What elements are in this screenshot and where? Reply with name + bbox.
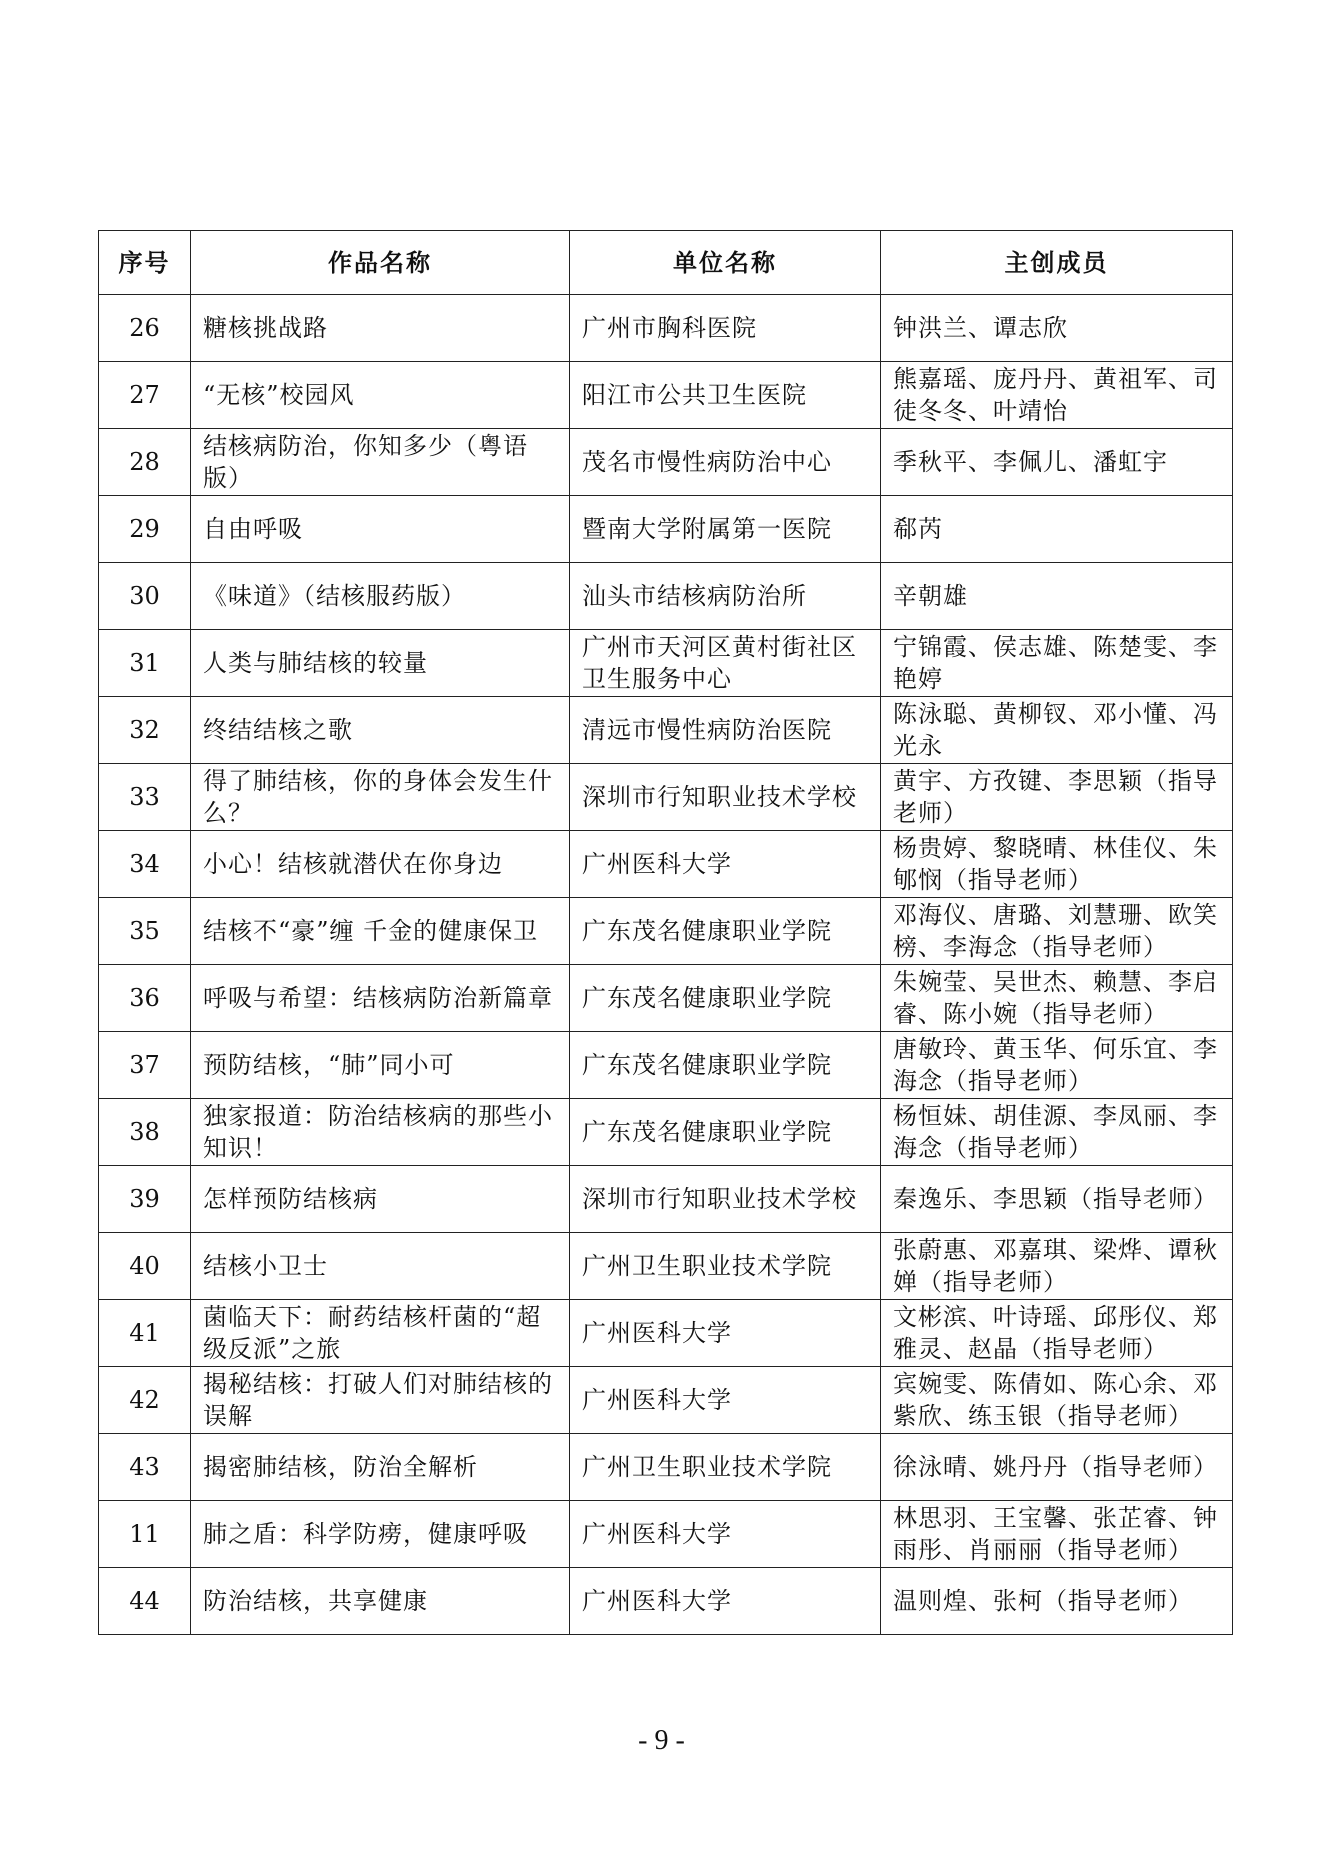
cell-creators: 徐泳晴、姚丹丹（指导老师） [881, 1434, 1233, 1501]
cell-work-title: 人类与肺结核的较量 [191, 630, 570, 697]
works-table [98, 230, 1233, 1635]
cell-serial-number: 32 [99, 697, 191, 764]
cell-creators: 朱婉莹、吴世杰、赖慧、李启睿、陈小婉（指导老师） [881, 965, 1233, 1032]
cell-work-title: 自由呼吸 [191, 496, 570, 563]
cell-serial-number: 37 [99, 1032, 191, 1099]
table-row [99, 295, 1233, 362]
cell-serial-number: 35 [99, 898, 191, 965]
table-header [99, 231, 1233, 295]
cell-creators: 林思羽、王宝馨、张芷睿、钟雨彤、肖丽丽（指导老师） [881, 1501, 1233, 1568]
table-row [99, 630, 1233, 697]
table-body [99, 295, 1233, 1635]
cell-unit-name: 广州医科大学 [570, 1367, 881, 1434]
cell-unit-name: 广州医科大学 [570, 831, 881, 898]
table-row [99, 1166, 1233, 1233]
table-row [99, 697, 1233, 764]
table-row [99, 1568, 1233, 1635]
cell-creators: 秦逸乐、李思颖（指导老师） [881, 1166, 1233, 1233]
cell-unit-name: 广州卫生职业技术学院 [570, 1434, 881, 1501]
cell-work-title: 结核不“豪”缠 千金的健康保卫 [191, 898, 570, 965]
cell-work-title: 怎样预防结核病 [191, 1166, 570, 1233]
cell-creators: 熊嘉瑶、庞丹丹、黄祖军、司徒冬冬、叶靖怡 [881, 362, 1233, 429]
cell-serial-number: 41 [99, 1300, 191, 1367]
header-serial-number: 序号 [99, 231, 191, 295]
cell-unit-name: 广东茂名健康职业学院 [570, 965, 881, 1032]
cell-unit-name: 广州医科大学 [570, 1501, 881, 1568]
cell-work-title: 独家报道：防治结核病的那些小知识！ [191, 1099, 570, 1166]
table-row [99, 1300, 1233, 1367]
cell-unit-name: 暨南大学附属第一医院 [570, 496, 881, 563]
table-row [99, 965, 1233, 1032]
cell-unit-name: 深圳市行知职业技术学校 [570, 764, 881, 831]
cell-serial-number: 36 [99, 965, 191, 1032]
cell-unit-name: 清远市慢性病防治医院 [570, 697, 881, 764]
table-row [99, 1367, 1233, 1434]
cell-serial-number: 34 [99, 831, 191, 898]
header-creators: 主创成员 [881, 231, 1233, 295]
cell-work-title: 小心！结核就潜伏在你身边 [191, 831, 570, 898]
cell-unit-name: 广州市胸科医院 [570, 295, 881, 362]
cell-creators: 钟洪兰、谭志欣 [881, 295, 1233, 362]
cell-unit-name: 阳江市公共卫生医院 [570, 362, 881, 429]
table-row [99, 1434, 1233, 1501]
cell-work-title: 结核病防治，你知多少（粤语版） [191, 429, 570, 496]
table-row [99, 764, 1233, 831]
cell-unit-name: 茂名市慢性病防治中心 [570, 429, 881, 496]
cell-creators: 陈泳聪、黄柳钗、邓小懂、冯光永 [881, 697, 1233, 764]
cell-unit-name: 广州市天河区黄村街社区卫生服务中心 [570, 630, 881, 697]
cell-serial-number: 29 [99, 496, 191, 563]
cell-unit-name: 广州医科大学 [570, 1568, 881, 1635]
table-row [99, 496, 1233, 563]
table-row [99, 1099, 1233, 1166]
cell-serial-number: 28 [99, 429, 191, 496]
cell-serial-number: 31 [99, 630, 191, 697]
cell-work-title: “无核”校园风 [191, 362, 570, 429]
cell-creators: 杨贵婷、黎晓晴、林佳仪、朱郇悯（指导老师） [881, 831, 1233, 898]
cell-serial-number: 39 [99, 1166, 191, 1233]
cell-unit-name: 广州卫生职业技术学院 [570, 1233, 881, 1300]
cell-serial-number: 38 [99, 1099, 191, 1166]
cell-serial-number: 30 [99, 563, 191, 630]
cell-work-title: 揭密肺结核，防治全解析 [191, 1434, 570, 1501]
cell-serial-number: 33 [99, 764, 191, 831]
cell-work-title: 糖核挑战路 [191, 295, 570, 362]
table-row [99, 898, 1233, 965]
cell-unit-name: 广州医科大学 [570, 1300, 881, 1367]
cell-creators: 宁锦霞、侯志雄、陈楚雯、李艳婷 [881, 630, 1233, 697]
table-row [99, 1501, 1233, 1568]
cell-unit-name: 深圳市行知职业技术学校 [570, 1166, 881, 1233]
cell-work-title: 得了肺结核，你的身体会发生什么？ [191, 764, 570, 831]
cell-serial-number: 27 [99, 362, 191, 429]
cell-serial-number: 42 [99, 1367, 191, 1434]
cell-serial-number: 43 [99, 1434, 191, 1501]
table-row [99, 831, 1233, 898]
table-row [99, 429, 1233, 496]
cell-unit-name: 广东茂名健康职业学院 [570, 898, 881, 965]
table-row [99, 1233, 1233, 1300]
cell-work-title: 预防结核，“肺”同小可 [191, 1032, 570, 1099]
cell-serial-number: 44 [99, 1568, 191, 1635]
cell-serial-number: 11 [99, 1501, 191, 1568]
table-row [99, 362, 1233, 429]
cell-unit-name: 广东茂名健康职业学院 [570, 1099, 881, 1166]
header-work-title: 作品名称 [191, 231, 570, 295]
cell-unit-name: 广东茂名健康职业学院 [570, 1032, 881, 1099]
cell-creators: 文彬滨、叶诗瑶、邱彤仪、郑雅灵、赵晶（指导老师） [881, 1300, 1233, 1367]
header-unit-name: 单位名称 [570, 231, 881, 295]
cell-creators: 杨恒妹、胡佳源、李凤丽、李海念（指导老师） [881, 1099, 1233, 1166]
cell-work-title: 终结结核之歌 [191, 697, 570, 764]
cell-work-title: 呼吸与希望：结核病防治新篇章 [191, 965, 570, 1032]
cell-creators: 邓海仪、唐璐、刘慧珊、欧笑榜、李海念（指导老师） [881, 898, 1233, 965]
cell-unit-name: 汕头市结核病防治所 [570, 563, 881, 630]
cell-work-title: 菌临天下：耐药结核杆菌的“超级反派”之旅 [191, 1300, 570, 1367]
page-number: - 9 - [638, 1725, 685, 1756]
cell-work-title: 防治结核，共享健康 [191, 1568, 570, 1635]
cell-work-title: 《味道》（结核服药版） [191, 563, 570, 630]
cell-creators: 郗芮 [881, 496, 1233, 563]
cell-work-title: 揭秘结核：打破人们对肺结核的误解 [191, 1367, 570, 1434]
header-row [99, 231, 1233, 295]
cell-creators: 唐敏玲、黄玉华、何乐宜、李海念（指导老师） [881, 1032, 1233, 1099]
cell-work-title: 结核小卫士 [191, 1233, 570, 1300]
cell-creators: 宾婉雯、陈倩如、陈心余、邓紫欣、练玉银（指导老师） [881, 1367, 1233, 1434]
cell-creators: 张蔚惠、邓嘉琪、梁烨、谭秋婵（指导老师） [881, 1233, 1233, 1300]
cell-serial-number: 40 [99, 1233, 191, 1300]
cell-creators: 辛朝雄 [881, 563, 1233, 630]
cell-creators: 温则煌、张柯（指导老师） [881, 1568, 1233, 1635]
cell-creators: 黄宇、方孜键、李思颖（指导老师） [881, 764, 1233, 831]
cell-serial-number: 26 [99, 295, 191, 362]
table-row [99, 1032, 1233, 1099]
table-row [99, 563, 1233, 630]
cell-creators: 季秋平、李佩儿、潘虹宇 [881, 429, 1233, 496]
cell-work-title: 肺之盾：科学防痨，健康呼吸 [191, 1501, 570, 1568]
